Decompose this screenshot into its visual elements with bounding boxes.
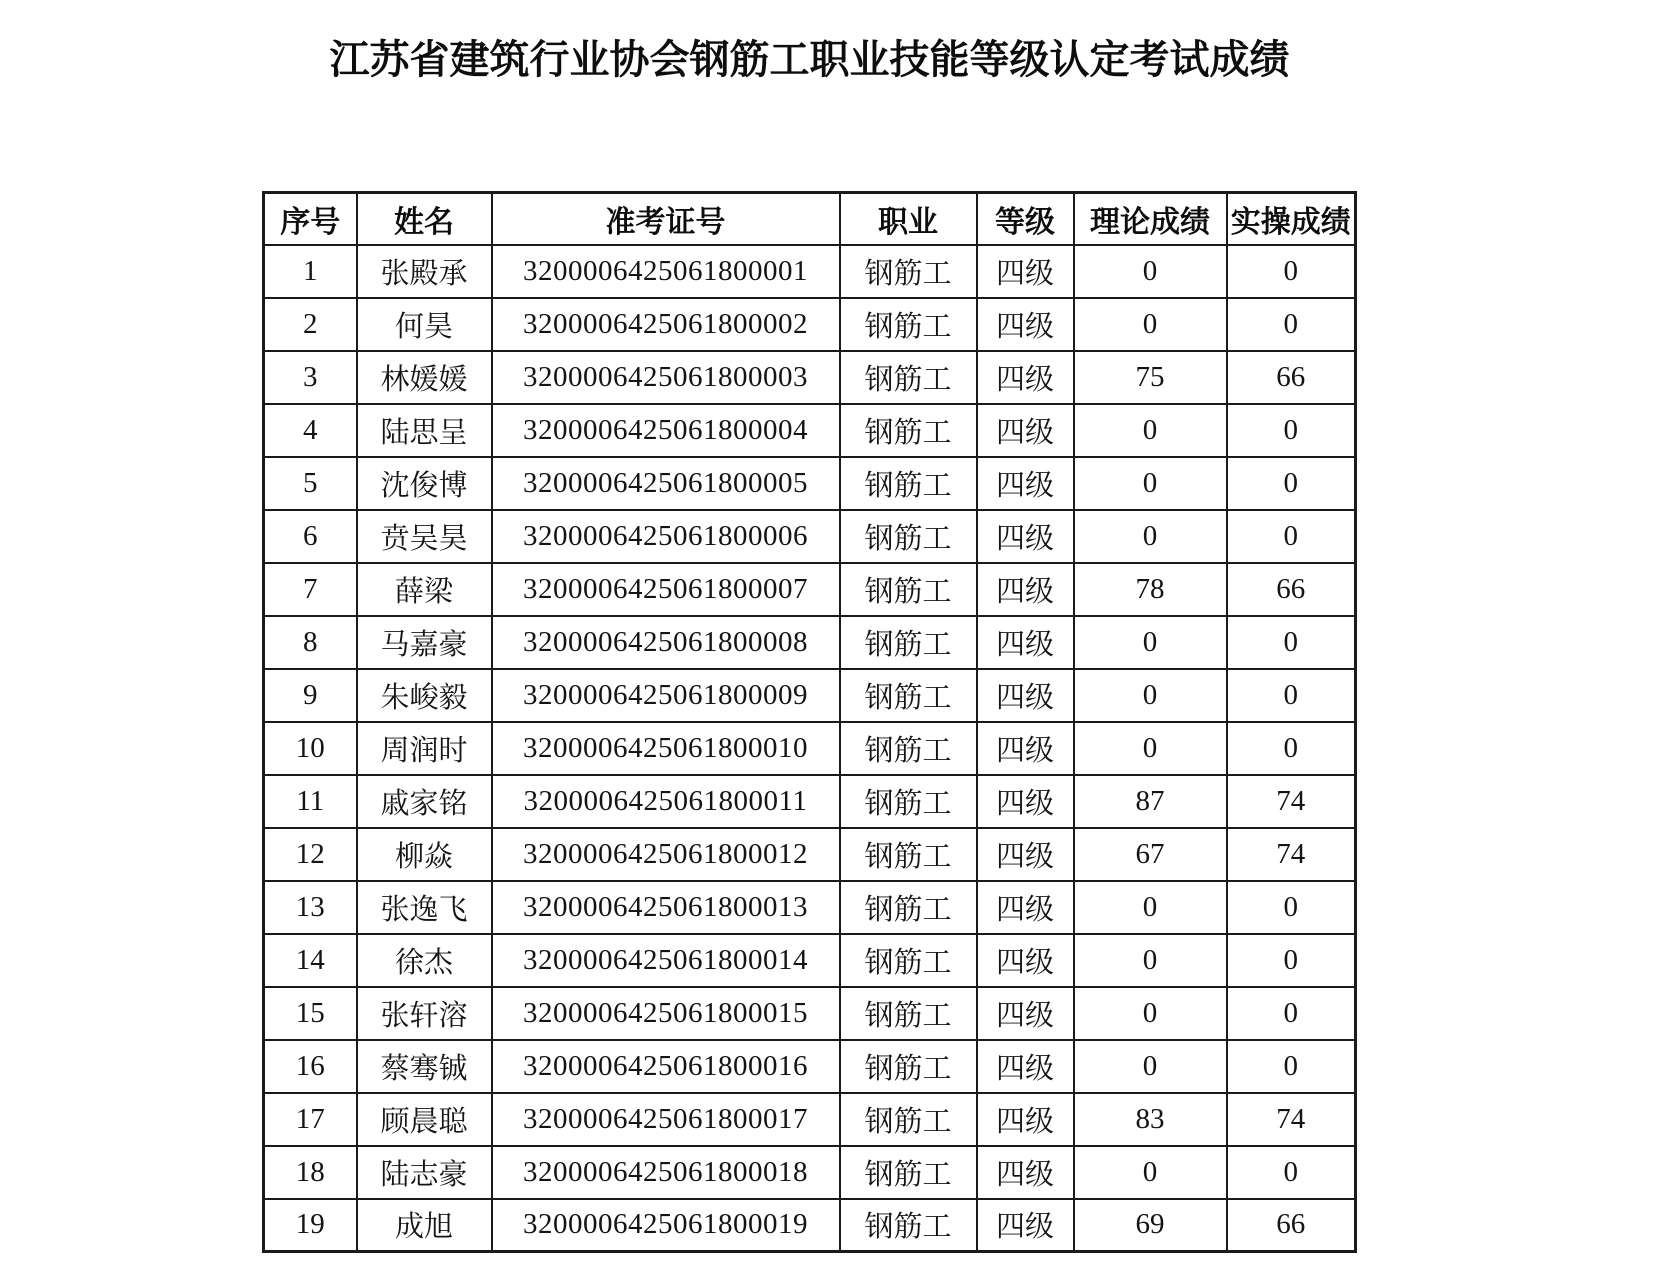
table-header bbox=[264, 193, 1356, 245]
cell-practical-score: 0 bbox=[1227, 245, 1356, 298]
cell-level: 四级 bbox=[977, 510, 1074, 563]
cell-index: 7 bbox=[264, 563, 357, 616]
cell-theory-score: 75 bbox=[1074, 351, 1227, 404]
cell-name: 顾晨聪 bbox=[357, 1093, 492, 1146]
table-row bbox=[264, 669, 1356, 722]
cell-ticket-number: 3200006425061800016 bbox=[492, 1040, 840, 1093]
cell-occupation: 钢筋工 bbox=[840, 934, 977, 987]
cell-name: 张殿承 bbox=[357, 245, 492, 298]
col-header-name: 姓名 bbox=[357, 193, 492, 245]
cell-theory-score: 0 bbox=[1074, 510, 1227, 563]
cell-ticket-number: 3200006425061800017 bbox=[492, 1093, 840, 1146]
cell-ticket-number: 3200006425061800015 bbox=[492, 987, 840, 1040]
cell-practical-score: 0 bbox=[1227, 404, 1356, 457]
cell-theory-score: 0 bbox=[1074, 298, 1227, 351]
cell-ticket-number: 3200006425061800003 bbox=[492, 351, 840, 404]
cell-level: 四级 bbox=[977, 881, 1074, 934]
cell-occupation: 钢筋工 bbox=[840, 404, 977, 457]
cell-name: 陆思呈 bbox=[357, 404, 492, 457]
cell-index: 11 bbox=[264, 775, 357, 828]
page-title: 江苏省建筑行业协会钢筋工职业技能等级认定考试成绩 bbox=[329, 37, 1290, 82]
cell-practical-score: 0 bbox=[1227, 934, 1356, 987]
cell-occupation: 钢筋工 bbox=[840, 1199, 977, 1252]
cell-level: 四级 bbox=[977, 1040, 1074, 1093]
cell-level: 四级 bbox=[977, 1093, 1074, 1146]
table-row bbox=[264, 616, 1356, 669]
table-row bbox=[264, 934, 1356, 987]
cell-index: 13 bbox=[264, 881, 357, 934]
cell-name: 成旭 bbox=[357, 1199, 492, 1252]
cell-practical-score: 74 bbox=[1227, 1093, 1356, 1146]
table-row bbox=[264, 351, 1356, 404]
cell-practical-score: 66 bbox=[1227, 563, 1356, 616]
col-header-occupation: 职业 bbox=[840, 193, 977, 245]
table-row bbox=[264, 775, 1356, 828]
cell-occupation: 钢筋工 bbox=[840, 828, 977, 881]
cell-level: 四级 bbox=[977, 351, 1074, 404]
cell-name: 柳焱 bbox=[357, 828, 492, 881]
cell-name: 薛梁 bbox=[357, 563, 492, 616]
cell-name: 戚家铭 bbox=[357, 775, 492, 828]
cell-practical-score: 0 bbox=[1227, 1040, 1356, 1093]
cell-theory-score: 0 bbox=[1074, 1146, 1227, 1199]
cell-occupation: 钢筋工 bbox=[840, 351, 977, 404]
cell-theory-score: 87 bbox=[1074, 775, 1227, 828]
table-row bbox=[264, 1199, 1356, 1252]
cell-theory-score: 0 bbox=[1074, 457, 1227, 510]
cell-occupation: 钢筋工 bbox=[840, 1040, 977, 1093]
cell-practical-score: 0 bbox=[1227, 881, 1356, 934]
cell-index: 19 bbox=[264, 1199, 357, 1252]
cell-name: 马嘉豪 bbox=[357, 616, 492, 669]
cell-ticket-number: 3200006425061800012 bbox=[492, 828, 840, 881]
cell-theory-score: 0 bbox=[1074, 722, 1227, 775]
table-row bbox=[264, 404, 1356, 457]
document-content bbox=[262, 0, 1357, 1253]
cell-name: 林媛媛 bbox=[357, 351, 492, 404]
table-row bbox=[264, 245, 1356, 298]
cell-occupation: 钢筋工 bbox=[840, 616, 977, 669]
cell-practical-score: 0 bbox=[1227, 669, 1356, 722]
cell-name: 蔡骞铖 bbox=[357, 1040, 492, 1093]
results-table-body bbox=[264, 245, 1356, 1252]
cell-practical-score: 0 bbox=[1227, 616, 1356, 669]
cell-practical-score: 0 bbox=[1227, 987, 1356, 1040]
cell-ticket-number: 3200006425061800013 bbox=[492, 881, 840, 934]
cell-ticket-number: 3200006425061800005 bbox=[492, 457, 840, 510]
cell-index: 1 bbox=[264, 245, 357, 298]
col-header-index: 序号 bbox=[264, 193, 357, 245]
cell-ticket-number: 3200006425061800018 bbox=[492, 1146, 840, 1199]
cell-theory-score: 69 bbox=[1074, 1199, 1227, 1252]
cell-index: 3 bbox=[264, 351, 357, 404]
cell-occupation: 钢筋工 bbox=[840, 881, 977, 934]
cell-level: 四级 bbox=[977, 245, 1074, 298]
cell-occupation: 钢筋工 bbox=[840, 775, 977, 828]
cell-level: 四级 bbox=[977, 1199, 1074, 1252]
cell-index: 12 bbox=[264, 828, 357, 881]
cell-practical-score: 66 bbox=[1227, 1199, 1356, 1252]
cell-ticket-number: 3200006425061800009 bbox=[492, 669, 840, 722]
cell-occupation: 钢筋工 bbox=[840, 669, 977, 722]
cell-occupation: 钢筋工 bbox=[840, 510, 977, 563]
cell-level: 四级 bbox=[977, 1146, 1074, 1199]
cell-level: 四级 bbox=[977, 616, 1074, 669]
cell-practical-score: 0 bbox=[1227, 457, 1356, 510]
cell-occupation: 钢筋工 bbox=[840, 722, 977, 775]
cell-ticket-number: 3200006425061800011 bbox=[492, 775, 840, 828]
cell-index: 14 bbox=[264, 934, 357, 987]
cell-occupation: 钢筋工 bbox=[840, 298, 977, 351]
cell-theory-score: 0 bbox=[1074, 669, 1227, 722]
cell-practical-score: 0 bbox=[1227, 722, 1356, 775]
cell-index: 17 bbox=[264, 1093, 357, 1146]
cell-ticket-number: 3200006425061800007 bbox=[492, 563, 840, 616]
cell-index: 4 bbox=[264, 404, 357, 457]
table-row bbox=[264, 1093, 1356, 1146]
table-row bbox=[264, 1146, 1356, 1199]
cell-level: 四级 bbox=[977, 828, 1074, 881]
cell-name: 何昊 bbox=[357, 298, 492, 351]
cell-index: 5 bbox=[264, 457, 357, 510]
cell-ticket-number: 3200006425061800019 bbox=[492, 1199, 840, 1252]
cell-theory-score: 0 bbox=[1074, 245, 1227, 298]
cell-ticket-number: 3200006425061800002 bbox=[492, 298, 840, 351]
table-row bbox=[264, 881, 1356, 934]
table-row bbox=[264, 563, 1356, 616]
cell-occupation: 钢筋工 bbox=[840, 987, 977, 1040]
cell-name: 周润时 bbox=[357, 722, 492, 775]
cell-ticket-number: 3200006425061800006 bbox=[492, 510, 840, 563]
cell-index: 9 bbox=[264, 669, 357, 722]
cell-name: 陆志豪 bbox=[357, 1146, 492, 1199]
cell-practical-score: 74 bbox=[1227, 775, 1356, 828]
cell-index: 6 bbox=[264, 510, 357, 563]
cell-theory-score: 78 bbox=[1074, 563, 1227, 616]
cell-practical-score: 66 bbox=[1227, 351, 1356, 404]
cell-level: 四级 bbox=[977, 457, 1074, 510]
cell-practical-score: 0 bbox=[1227, 298, 1356, 351]
table-row bbox=[264, 298, 1356, 351]
cell-index: 2 bbox=[264, 298, 357, 351]
cell-occupation: 钢筋工 bbox=[840, 1093, 977, 1146]
cell-level: 四级 bbox=[977, 775, 1074, 828]
cell-ticket-number: 3200006425061800010 bbox=[492, 722, 840, 775]
cell-level: 四级 bbox=[977, 298, 1074, 351]
cell-index: 18 bbox=[264, 1146, 357, 1199]
col-header-theory-score: 理论成绩 bbox=[1074, 193, 1227, 245]
cell-name: 朱峻毅 bbox=[357, 669, 492, 722]
cell-ticket-number: 3200006425061800008 bbox=[492, 616, 840, 669]
col-header-practical-score: 实操成绩 bbox=[1227, 193, 1356, 245]
cell-name: 张逸飞 bbox=[357, 881, 492, 934]
cell-practical-score: 74 bbox=[1227, 828, 1356, 881]
cell-name: 沈俊博 bbox=[357, 457, 492, 510]
col-header-ticket-number: 准考证号 bbox=[492, 193, 840, 245]
table-row bbox=[264, 722, 1356, 775]
cell-occupation: 钢筋工 bbox=[840, 1146, 977, 1199]
cell-index: 15 bbox=[264, 987, 357, 1040]
cell-ticket-number: 3200006425061800004 bbox=[492, 404, 840, 457]
cell-name: 张轩溶 bbox=[357, 987, 492, 1040]
cell-practical-score: 0 bbox=[1227, 510, 1356, 563]
cell-theory-score: 0 bbox=[1074, 934, 1227, 987]
cell-theory-score: 0 bbox=[1074, 1040, 1227, 1093]
cell-index: 8 bbox=[264, 616, 357, 669]
cell-theory-score: 0 bbox=[1074, 881, 1227, 934]
cell-ticket-number: 3200006425061800014 bbox=[492, 934, 840, 987]
cell-occupation: 钢筋工 bbox=[840, 245, 977, 298]
cell-theory-score: 0 bbox=[1074, 404, 1227, 457]
table-row bbox=[264, 828, 1356, 881]
cell-theory-score: 0 bbox=[1074, 987, 1227, 1040]
header-row bbox=[264, 193, 1356, 245]
cell-level: 四级 bbox=[977, 934, 1074, 987]
table-row bbox=[264, 987, 1356, 1040]
cell-level: 四级 bbox=[977, 722, 1074, 775]
cell-index: 16 bbox=[264, 1040, 357, 1093]
cell-practical-score: 0 bbox=[1227, 1146, 1356, 1199]
cell-ticket-number: 3200006425061800001 bbox=[492, 245, 840, 298]
cell-theory-score: 0 bbox=[1074, 616, 1227, 669]
table-row bbox=[264, 510, 1356, 563]
cell-level: 四级 bbox=[977, 563, 1074, 616]
exam-results-table bbox=[262, 191, 1357, 1253]
cell-occupation: 钢筋工 bbox=[840, 563, 977, 616]
cell-index: 10 bbox=[264, 722, 357, 775]
table-row bbox=[264, 1040, 1356, 1093]
cell-level: 四级 bbox=[977, 987, 1074, 1040]
cell-name: 贲吴昊 bbox=[357, 510, 492, 563]
cell-level: 四级 bbox=[977, 669, 1074, 722]
table-row bbox=[264, 457, 1356, 510]
cell-occupation: 钢筋工 bbox=[840, 457, 977, 510]
cell-theory-score: 67 bbox=[1074, 828, 1227, 881]
cell-name: 徐杰 bbox=[357, 934, 492, 987]
cell-level: 四级 bbox=[977, 404, 1074, 457]
col-header-level: 等级 bbox=[977, 193, 1074, 245]
cell-theory-score: 83 bbox=[1074, 1093, 1227, 1146]
